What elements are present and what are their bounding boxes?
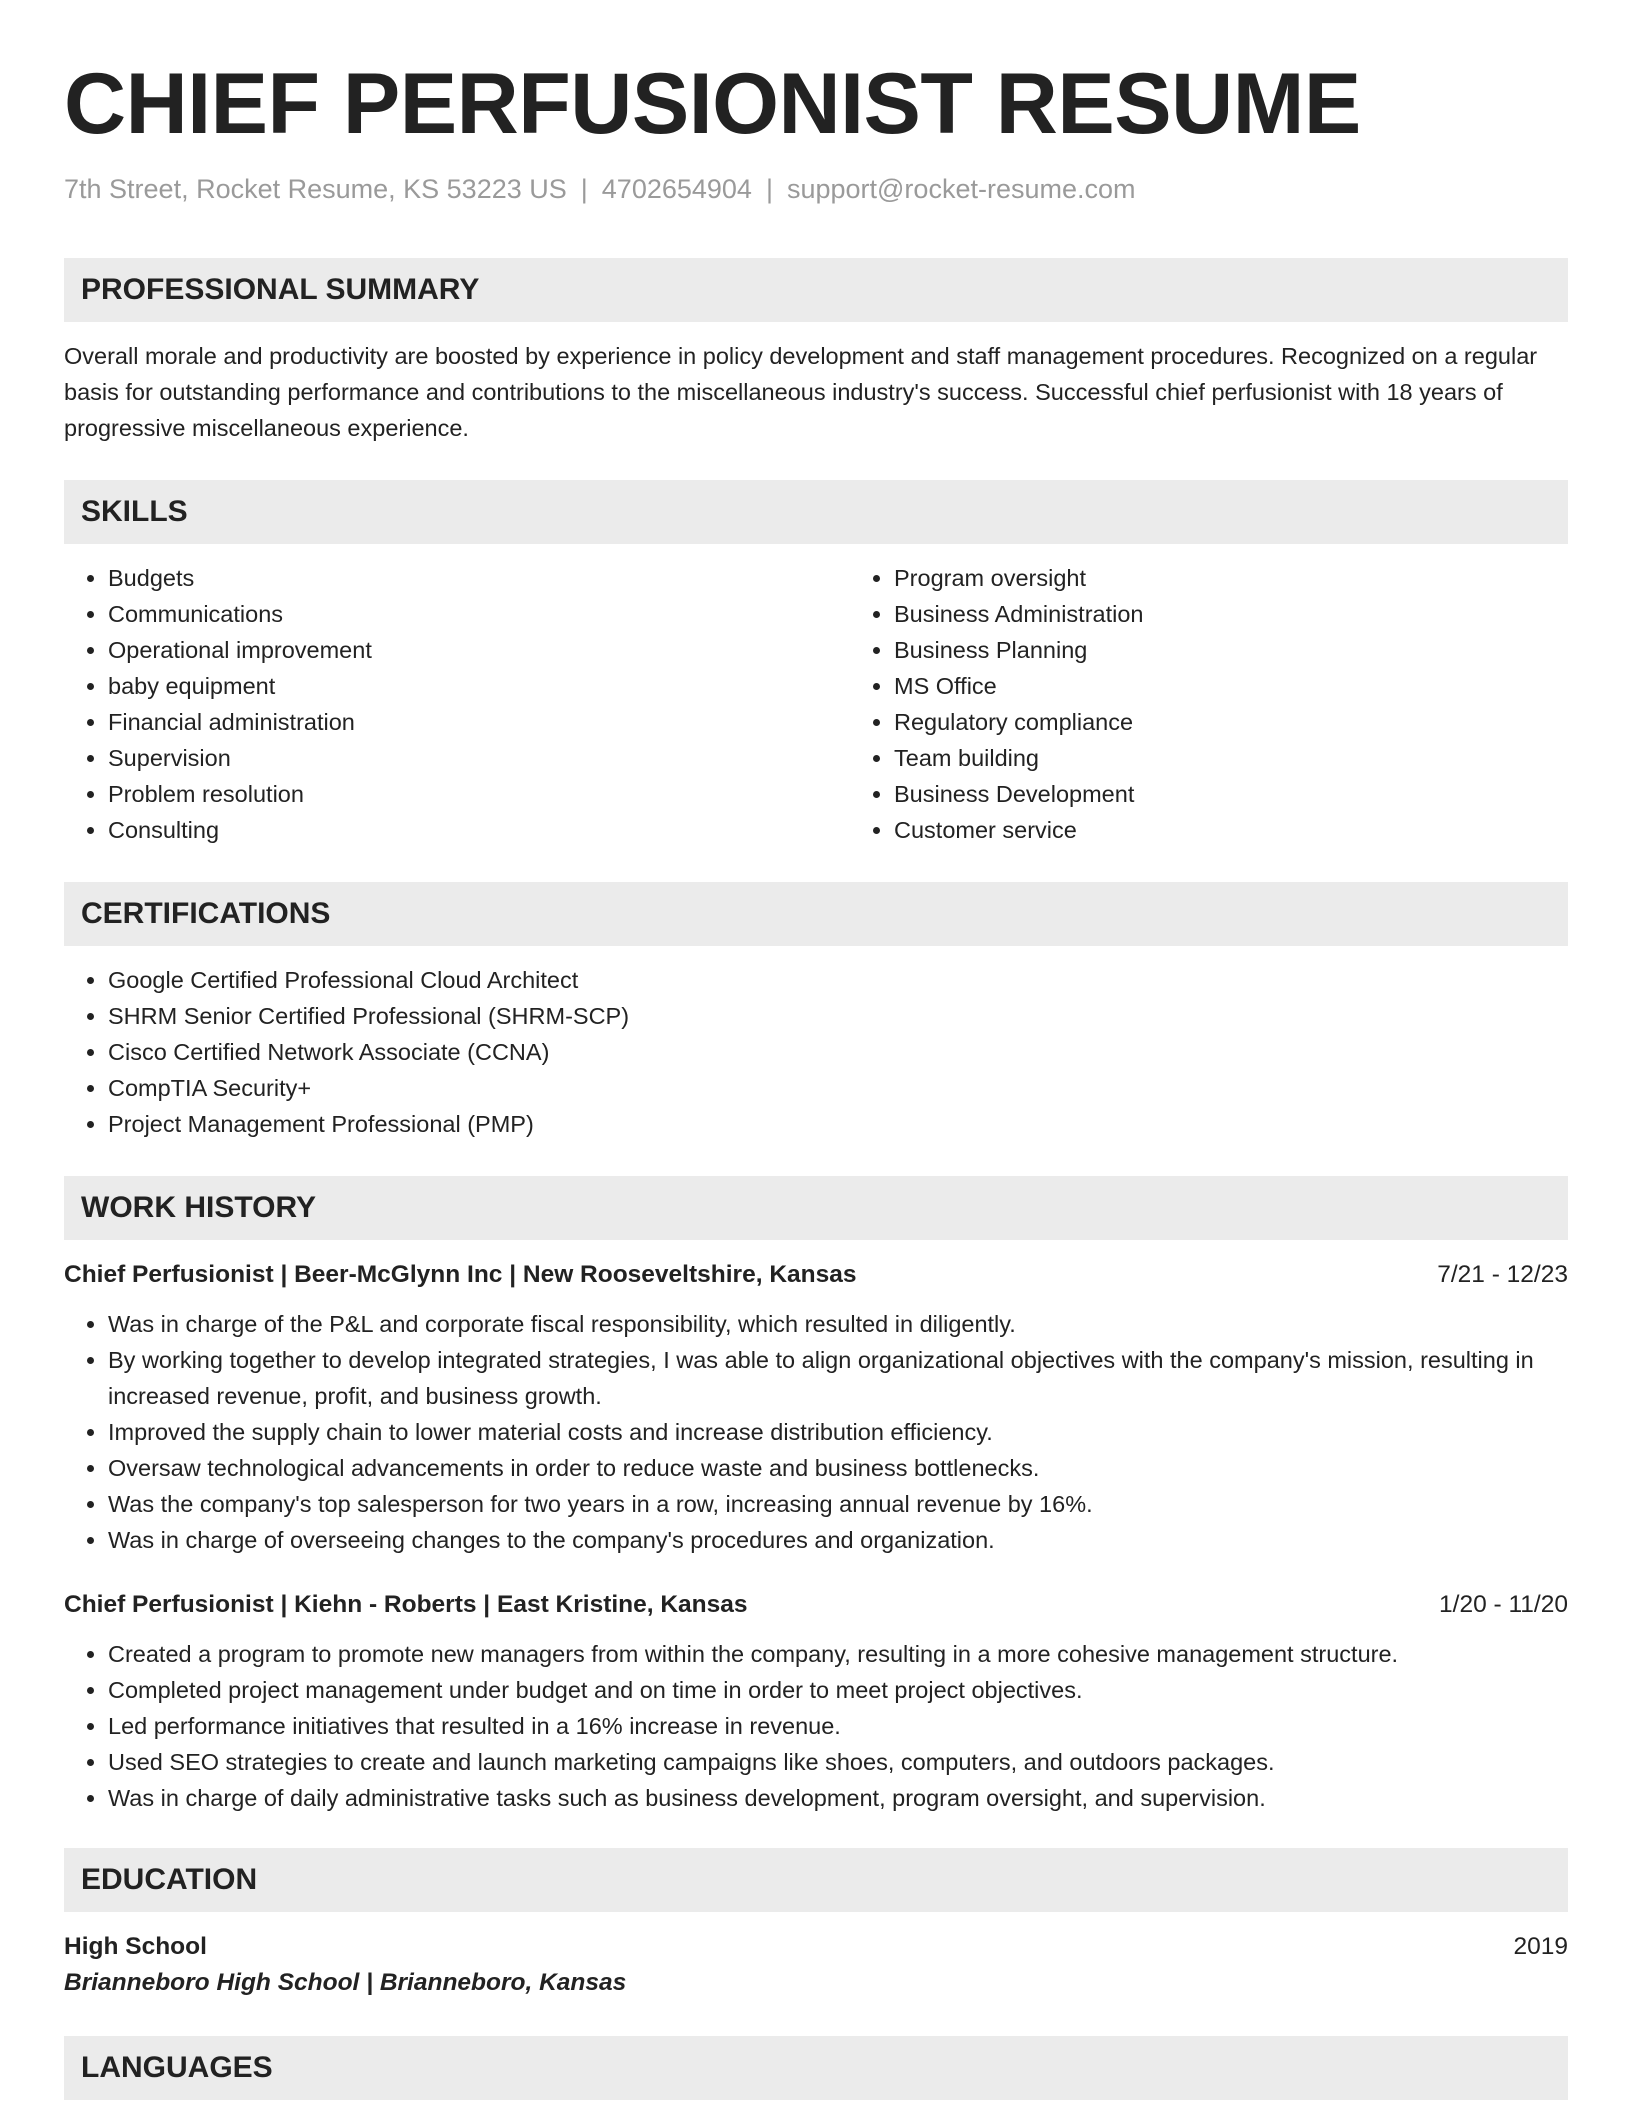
skill-item: • baby equipment — [108, 668, 850, 704]
job-entry — [64, 1258, 1568, 1558]
job-bullet: • Created a program to promote new managers from within the company, resulting in a more cohesive management structure. — [108, 1636, 1568, 1672]
summary-text: Overall morale and productivity are boosted by experience in policy development and staff management procedures. Recognized on a regular basis for outstanding performance and contributions to the miscellaneous industry's success. Successful chief perfusionist with 18 years of progressive miscellaneous experience. — [64, 343, 1538, 441]
resume-title: CHIEF PERFUSIONIST RESUME — [64, 56, 1361, 152]
job-bullet: • Improved the supply chain to lower material costs and increase distribution efficiency. — [108, 1414, 1568, 1450]
skill-item: • Regulatory compliance — [894, 704, 1568, 740]
contact-email: support@rocket-resume.com — [786, 174, 1136, 204]
certification-item: • SHRM Senior Certified Professional (SHRM-SCP) — [108, 998, 1568, 1034]
job-header — [64, 1258, 1568, 1292]
education-heading: EDUCATION — [64, 1848, 1568, 1912]
skills-heading: SKILLS — [64, 480, 1568, 544]
skills-list-right — [850, 560, 1568, 848]
job-bullet: • By working together to develop integrated strategies, I was able to align organizational objectives with the company's mission, resulting in increased revenue, profit, and business growth. — [108, 1342, 1568, 1414]
contact-separator: | — [580, 174, 588, 204]
education-entry — [64, 1930, 1568, 1964]
contact-address: 7th Street, Rocket Resume, KS 53223 US — [64, 174, 567, 204]
job-bullets — [64, 1636, 1568, 1816]
skill-item: • Business Administration — [894, 596, 1568, 632]
certification-item: • Google Certified Professional Cloud Architect — [108, 962, 1568, 998]
job-dates: 7/21 - 12/23 — [1437, 1261, 1568, 1288]
skill-item: • Team building — [894, 740, 1568, 776]
job-title: Chief Perfusionist | Beer-McGlynn Inc | New Rooseveltshire, Kansas — [64, 1261, 857, 1288]
job-bullets — [64, 1306, 1568, 1558]
certification-item: • Cisco Certified Network Associate (CCNA) — [108, 1034, 1568, 1070]
skill-item: • Communications — [108, 596, 850, 632]
skill-item: • Business Planning — [894, 632, 1568, 668]
job-bullet: • Was in charge of the P&L and corporate fiscal responsibility, which resulted in diligently. — [108, 1306, 1568, 1342]
job-bullet: • Used SEO strategies to create and launch marketing campaigns like shoes, computers, and outdoors packages. — [108, 1744, 1568, 1780]
job-header — [64, 1588, 1568, 1622]
contact-phone: 4702654904 — [601, 174, 752, 204]
skill-item: • MS Office — [894, 668, 1568, 704]
job-bullet: • Led performance initiatives that resulted in a 16% increase in revenue. — [108, 1708, 1568, 1744]
skill-item: • Customer service — [894, 812, 1568, 848]
certifications-heading: CERTIFICATIONS — [64, 882, 1568, 946]
contact-separator: | — [765, 174, 773, 204]
summary-heading: PROFESSIONAL SUMMARY — [64, 258, 1568, 322]
skill-item: • Problem resolution — [108, 776, 850, 812]
certifications-list — [64, 962, 1568, 1142]
skill-item: • Supervision — [108, 740, 850, 776]
work-history-heading: WORK HISTORY — [64, 1176, 1568, 1240]
education-year: 2019 — [1513, 1933, 1568, 1960]
education-degree: High School — [64, 1933, 207, 1960]
job-bullet: • Was the company's top salesperson for two years in a row, increasing annual revenue by 16%. — [108, 1486, 1568, 1522]
skill-item: • Consulting — [108, 812, 850, 848]
certification-item: • CompTIA Security+ — [108, 1070, 1568, 1106]
certification-item: • Project Management Professional (PMP) — [108, 1106, 1568, 1142]
skill-item: • Budgets — [108, 560, 850, 596]
skill-item: • Operational improvement — [108, 632, 850, 668]
job-dates: 1/20 - 11/20 — [1439, 1591, 1568, 1618]
skill-item: • Business Development — [894, 776, 1568, 812]
job-entry — [64, 1588, 1568, 1816]
skill-item: • Financial administration — [108, 704, 850, 740]
job-bullet: • Was in charge of overseeing changes to the company's procedures and organization. — [108, 1522, 1568, 1558]
languages-heading: LANGUAGES — [64, 2036, 1568, 2100]
education-school: Brianneboro High School | Brianneboro, Kansas — [64, 1969, 627, 1996]
skill-item: • Program oversight — [894, 560, 1568, 596]
job-title: Chief Perfusionist | Kiehn - Roberts | East Kristine, Kansas — [64, 1591, 748, 1618]
job-bullet: • Was in charge of daily administrative tasks such as business development, program oversight, and supervision. — [108, 1780, 1568, 1816]
job-bullet: • Oversaw technological advancements in order to reduce waste and business bottlenecks. — [108, 1450, 1568, 1486]
skills-grid — [64, 560, 1568, 848]
job-bullet: • Completed project management under budget and on time in order to meet project objectives. — [108, 1672, 1568, 1708]
skills-list-left — [64, 560, 850, 848]
contact-line — [64, 172, 1568, 206]
